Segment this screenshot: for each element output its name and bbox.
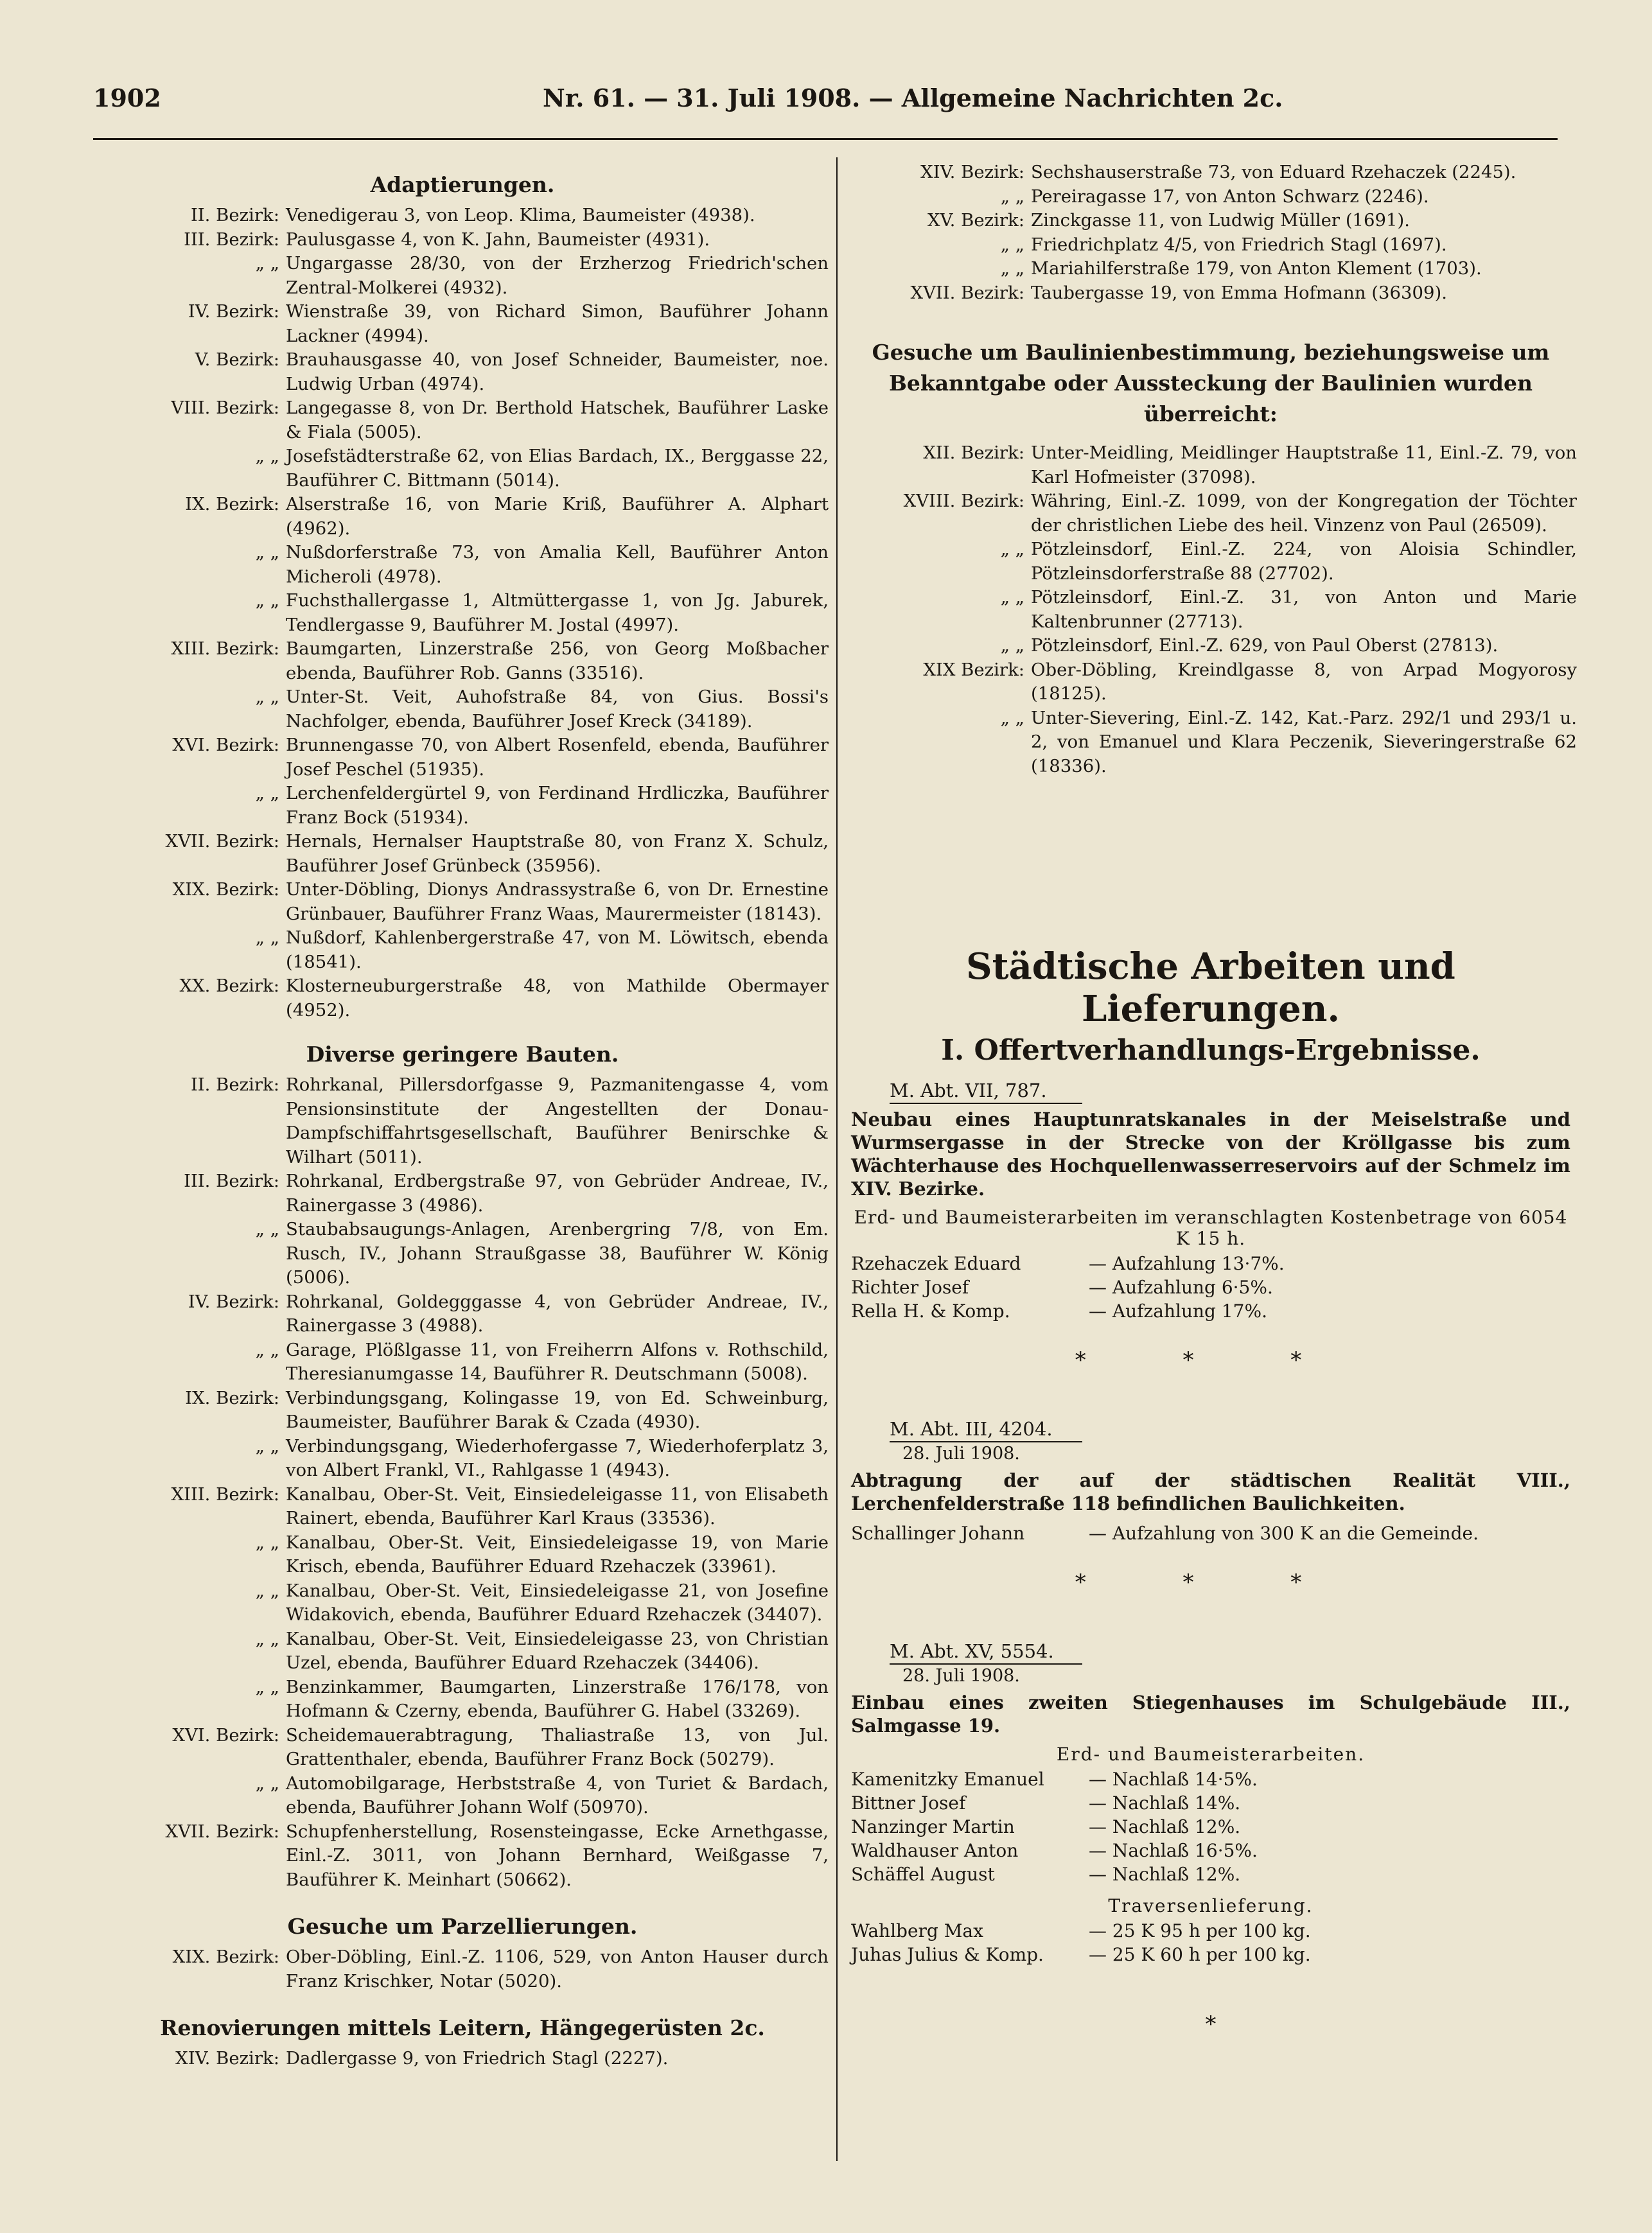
entry-text: Kanalbau, Ober-St. Veit, Einsiedeleigasse 23, von Christian Uzel, ebenda, Bauführer Eduard Rzehaczek (34406). (286, 1628, 829, 1673)
list-item (96, 733, 829, 782)
bid-value: — Nachlaß 14·5%. (1089, 1769, 1258, 1790)
entry-text: Zinckgasse 11, von Ludwig Müller (1691). (1031, 210, 1410, 231)
entry-text: Langegasse 8, von Dr. Berthold Hatschek, Bauführer Laske & Fiala (5005). (286, 398, 829, 442)
bid-list (851, 1919, 1577, 1966)
district-label: II. Bezirk: (190, 205, 279, 225)
district-label: „ „ (255, 590, 279, 611)
entry-text: Ungargasse 28/30, von der Erzherzog Friedrich'schen Zentral-Molkerei (4932). (286, 253, 829, 298)
bid-row (851, 1791, 1577, 1815)
bid-value: — Nachlaß 12%. (1089, 1864, 1241, 1885)
bid-list (851, 1521, 1577, 1545)
block-title: Neubau eines Hauptunratskanales in der Meiselstraße und Wurmsergasse in der Strecke von der Kröllgasse bis zum Wächterhause des Hochquellenwasserreservoirs auf der Schmelz im XIV. Bezirke. (851, 1108, 1570, 1200)
list-item (96, 782, 829, 830)
list-item (96, 396, 829, 444)
district-label: VIII. Bezirk: (171, 398, 279, 418)
district-label: IV. Bezirk: (188, 1291, 279, 1312)
district-label: „ „ (255, 783, 279, 803)
district-label: XIX. Bezirk: (172, 879, 279, 900)
list-item (96, 1772, 829, 1820)
diverse-list (96, 1073, 829, 1892)
district-label: „ „ (1000, 186, 1024, 207)
parzellierungen-list (96, 1945, 829, 1993)
list-item (96, 1820, 829, 1893)
section-heading-adaptierungen: Adaptierungen. (370, 172, 555, 197)
list-item (845, 489, 1577, 538)
entry-text: Klosterneuburgerstraße 48, von Mathilde Obermayer (4952). (286, 976, 829, 1020)
district-label: „ „ (1000, 587, 1024, 608)
district-label: XV. Bezirk: (927, 210, 1024, 231)
bid-row (851, 1275, 1577, 1299)
block-title: Einbau eines zweiten Stiegenhauses im Schulgebäude III., Salmgasse 19. (851, 1692, 1570, 1737)
district-label: XVI. Bezirk: (172, 735, 279, 755)
entry-text: Josefstädterstraße 62, von Elias Bardach, IX., Berggasse 22, Bauführer C. Bittmann (5014). (286, 446, 829, 491)
list-item (96, 1387, 829, 1435)
district-label: IX. Bezirk: (185, 1387, 279, 1408)
bid-list (851, 1767, 1577, 1886)
entry-text: Kanalbau, Ober-St. Veit, Einsiedeleigasse 11, von Elisabeth Rainert, ebenda, Bauführer Karl Kraus (33536). (286, 1484, 829, 1528)
block-subtitle: Erd- und Baumeisterarbeiten im veranschlagten Kostenbetrage von 6054 K 15 h. (854, 1207, 1568, 1249)
district-label: XIX Bezirk: (923, 659, 1024, 680)
entry-text: Scheidemauerabtragung, Thaliastraße 13, von Jul. Grattenthaler, ebenda, Bauführer Franz Bock (50279). (286, 1724, 829, 1769)
block-subtitle: Erd- und Baumeisterarbeiten. (1056, 1744, 1366, 1765)
entry-text: Venedigerau 3, von Leop. Klima, Baumeister (4938). (286, 205, 755, 225)
separator-stars: * * * (1075, 1347, 1347, 1373)
bid-row (851, 1839, 1577, 1862)
entry-text: Mariahilferstraße 179, von Anton Klement (1703). (1031, 258, 1482, 279)
entry-text: Schupfenherstellung, Rosensteingasse, Ecke Arnethgasse, Einl.-Z. 3011, von Johann Bernhard, Weißgasse 7, Bauführer K. Meinhart (50662). (286, 1821, 829, 1890)
district-label: XVII. Bezirk: (910, 282, 1024, 303)
block-date: 28. Juli 1908. (902, 1666, 1020, 1686)
list-item (96, 252, 829, 300)
district-label: XIV. Bezirk: (175, 2048, 279, 2069)
list-item (845, 281, 1577, 306)
list-item (845, 586, 1577, 634)
bid-value: — 25 K 60 h per 100 kg. (1089, 1944, 1311, 1965)
entry-text: Staubabsaugungs-Anlagen, Arenbergring 7/8, von Em. Rusch, IV., Johann Straußgasse 38, Bauführer W. König (5006). (286, 1219, 829, 1288)
bidder-name: Kamenitzky Emanuel (851, 1769, 1044, 1790)
list-item (96, 1945, 829, 1993)
district-label: XVIII. Bezirk: (903, 491, 1024, 511)
adaptierungen-list (96, 204, 829, 1022)
subheading-offertverhandlungen: I. Offertverhandlungs-Ergebnisse. (941, 1034, 1481, 1067)
list-item (845, 441, 1577, 489)
entry-text: Garage, Plößlgasse 11, von Freiherrn Alfons v. Rothschild, Theresianumgasse 14, Bauführer R. Deutschmann (5008). (286, 1339, 829, 1384)
district-label: „ „ (255, 1219, 279, 1239)
running-title: Nr. 61. — 31. Juli 1908. — Allgemeine Nachrichten 2c. (543, 83, 1283, 112)
entry-text: Lerchenfeldergürtel 9, von Ferdinand Hrdliczka, Bauführer Franz Bock (51934). (286, 783, 829, 828)
bid-row (851, 1943, 1577, 1966)
list-item (96, 1218, 829, 1290)
entry-text: Unter-Sievering, Einl.-Z. 142, Kat.-Parz. 292/1 und 293/1 u. 2, von Emanuel und Klara Peczenik, Sieveringerstraße 62 (18336). (1031, 707, 1577, 776)
bid-row (851, 1919, 1577, 1943)
list-item (96, 1338, 829, 1387)
district-label: „ „ (1000, 539, 1024, 559)
district-label: XIII. Bezirk: (171, 1484, 279, 1505)
entry-text: Pötzleinsdorf, Einl.-Z. 224, von Aloisia Schindler, Pötzleinsdorferstraße 88 (27702). (1031, 539, 1577, 584)
list-item (845, 538, 1577, 586)
heading-staedtische-arbeiten: Städtische Arbeiten und Lieferungen. (966, 945, 1455, 1030)
list-item (845, 209, 1577, 233)
district-label: „ „ (255, 446, 279, 466)
district-label: II. Bezirk: (190, 1074, 279, 1095)
district-label: XVII. Bezirk: (165, 831, 279, 852)
district-label: „ „ (255, 1773, 279, 1794)
list-item (96, 1579, 829, 1627)
list-item (845, 634, 1577, 658)
bid-value: — Aufzahlung 6·5%. (1089, 1277, 1273, 1298)
bid-row (851, 1299, 1577, 1323)
bid-row (851, 1767, 1577, 1791)
list-item (96, 589, 829, 637)
bid-row (851, 1252, 1577, 1275)
block-title: Abtragung der auf der städtischen Realität VIII., Lerchenfelderstraße 118 befindlichen Baulichkeiten. (851, 1469, 1570, 1514)
bid-row (851, 1862, 1577, 1886)
block-ref: M. Abt. VII, 787. (890, 1080, 1082, 1104)
entry-text: Brunnengasse 70, von Albert Rosenfeld, ebenda, Bauführer Josef Peschel (51935). (286, 735, 829, 780)
bidder-name: Richter Josef (851, 1277, 969, 1298)
right-column (845, 161, 1577, 2037)
bidder-name: Schäffel August (851, 1864, 995, 1885)
entry-text: Nußdorf, Kahlenbergerstraße 47, von M. Löwitsch, ebenda (18541). (286, 927, 829, 972)
list-item (96, 1531, 829, 1579)
list-item (96, 348, 829, 396)
district-label: „ „ (255, 1435, 279, 1457)
list-item (845, 706, 1577, 779)
entry-text: Rohrkanal, Erdbergstraße 97, von Gebrüder Andreae, IV., Rainergasse 3 (4986). (286, 1171, 829, 1216)
block-ref: M. Abt. XV, 5554. (890, 1640, 1082, 1665)
list-item (845, 658, 1577, 706)
block-abt-vii (845, 1080, 1577, 1323)
district-label: XVII. Bezirk: (165, 1821, 279, 1842)
list-item (96, 493, 829, 541)
entry-text: Verbindungsgang, Kolingasse 19, von Ed. Schweinburg, Baumeister, Bauführer Barak & Czada (4930). (286, 1387, 829, 1432)
list-item (96, 541, 829, 589)
district-label: XX. Bezirk: (179, 976, 279, 996)
district-label: XIX. Bezirk: (172, 1947, 279, 1967)
entry-text: Taubergasse 19, von Emma Hofmann (36309). (1031, 282, 1447, 303)
district-label: „ „ (255, 1339, 279, 1360)
district-label: V. Bezirk: (195, 349, 279, 370)
entry-text: Kanalbau, Ober-St. Veit, Einsiedeleigasse 19, von Marie Krisch, ebenda, Bauführer Eduard Rzehaczek (33961). (286, 1532, 829, 1577)
list-item (845, 161, 1577, 185)
district-label: „ „ (1000, 707, 1024, 728)
bidder-name: Rzehaczek Eduard (851, 1253, 1021, 1274)
district-label: III. Bezirk: (184, 229, 279, 250)
district-label: „ „ (255, 1580, 279, 1601)
bidder-name: Waldhauser Anton (851, 1840, 1019, 1861)
list-item (96, 830, 829, 878)
bid-value: — Nachlaß 14%. (1089, 1792, 1241, 1814)
list-item (96, 878, 829, 926)
bid-row (851, 1815, 1577, 1839)
entry-text: Rohrkanal, Pillersdorfgasse 9, Pazmanitengasse 4, vom Pensionsinstitute der Angestellten der Donau-Dampfschiffahrtsgesellschaft, Bauführer Benirschke & Wilhart (5011). (286, 1074, 829, 1168)
entry-text: Unter-Meidling, Meidlinger Hauptstraße 11, Einl.-Z. 79, von Karl Hofmeister (37098). (1031, 442, 1577, 487)
bid-value: — Nachlaß 16·5%. (1089, 1840, 1258, 1861)
block-date: 28. Juli 1908. (902, 1444, 1020, 1464)
district-label: XII. Bezirk: (923, 442, 1024, 463)
entry-text: Pötzleinsdorf, Einl.-Z. 629, von Paul Oberst (27813). (1031, 635, 1498, 656)
baulinien-list (845, 441, 1577, 778)
entry-text: Wienstraße 39, von Richard Simon, Bauführer Johann Lackner (4994). (286, 301, 829, 346)
entry-text: Automobilgarage, Herbststraße 4, von Turiet & Bardach, ebenda, Bauführer Johann Wolf (50970). (286, 1773, 829, 1817)
entry-text: Verbindungsgang, Wiederhofergasse 7, Wiederhoferplatz 3, von Albert Frankl, VI., Rahlgasse 1 (4943). (286, 1435, 829, 1480)
district-label: „ „ (255, 1628, 279, 1649)
entry-text: Hernals, Hernalser Hauptstraße 80, von Franz X. Schulz, Bauführer Josef Grünbeck (35956). (286, 831, 829, 876)
list-item (96, 1724, 829, 1772)
list-item (96, 974, 829, 1022)
list-item (96, 1483, 829, 1531)
entry-text: Friedrichplatz 4/5, von Friedrich Stagl (1697). (1031, 234, 1447, 255)
block-abt-xv (845, 1640, 1577, 1966)
section-heading-baulinien: Gesuche um Baulinienbestimmung, beziehungsweise um Bekanntgabe oder Aussteckung der Baulinien wurden überreicht: (872, 340, 1550, 426)
bidder-name: Juhas Julius & Komp. (851, 1944, 1044, 1965)
district-label: XIV. Bezirk: (920, 162, 1024, 182)
district-label: „ „ (255, 1532, 279, 1553)
list-item (96, 926, 829, 974)
entry-text: Kanalbau, Ober-St. Veit, Einsiedeleigasse 21, von Josefine Widakovich, ebenda, Bauführer Eduard Rzehaczek (34407). (286, 1580, 829, 1625)
continued-list (845, 161, 1577, 305)
entry-text: Ober-Döbling, Einl.-Z. 1106, 529, von Anton Hauser durch Franz Krischker, Notar (5020). (286, 1947, 829, 1992)
district-label: „ „ (1000, 234, 1024, 255)
list-item (96, 1435, 829, 1483)
list-item (96, 1627, 829, 1676)
list-item (845, 185, 1577, 209)
district-label: „ „ (1000, 635, 1024, 656)
entry-text: Fuchsthallergasse 1, Altmüttergasse 1, von Jg. Jaburek, Tendlergasse 9, Bauführer M. Jostal (4997). (286, 590, 829, 635)
section-heading-parzellierungen: Gesuche um Parzellierungen. (287, 1914, 638, 1939)
entry-text: Pereiragasse 17, von Anton Schwarz (2246). (1031, 186, 1429, 207)
bidder-name: Nanzinger Martin (851, 1816, 1015, 1837)
bid-value: — Aufzahlung 17%. (1089, 1300, 1267, 1322)
bid-value: — Nachlaß 12%. (1089, 1816, 1241, 1837)
page-header (93, 83, 1558, 135)
list-item (96, 685, 829, 733)
entry-text: Alserstraße 16, von Marie Kriß, Bauführer A. Alphart (4962). (286, 494, 829, 539)
separator-star: * (1205, 2011, 1217, 2037)
block-abt-iii (845, 1418, 1577, 1545)
bidder-name: Bittner Josef (851, 1792, 966, 1814)
entry-text: Währing, Einl.-Z. 1099, von der Kongregation der Töchter der christlichen Liebe des heil. Vinzenz von Paul (26509). (1031, 491, 1577, 536)
separator-stars: * * * (1075, 1570, 1347, 1595)
list-item (96, 300, 829, 348)
district-label: „ „ (1000, 258, 1024, 279)
entry-text: Dadlergasse 9, von Friedrich Stagl (2227). (286, 2048, 669, 2069)
section-heading-diverse: Diverse geringere Bauten. (306, 1042, 619, 1067)
list-item (96, 2047, 829, 2071)
district-label: „ „ (255, 927, 279, 948)
list-item (96, 228, 829, 252)
district-label: IV. Bezirk: (188, 301, 279, 322)
list-item (845, 233, 1577, 258)
district-label: „ „ (255, 542, 279, 563)
entry-text: Benzinkammer, Baumgarten, Linzerstraße 176/178, von Hofmann & Czerny, ebenda, Bauführer G. Habel (33269). (286, 1676, 829, 1721)
left-column (96, 161, 829, 2071)
district-label: „ „ (255, 253, 279, 274)
list-item (96, 1676, 829, 1724)
bid-value: — 25 K 95 h per 100 kg. (1089, 1920, 1311, 1941)
entry-text: Baumgarten, Linzerstraße 256, von Georg Moßbacher ebenda, Bauführer Rob. Ganns (33516). (286, 638, 829, 683)
entry-text: Rohrkanal, Goldegggasse 4, von Gebrüder Andreae, IV., Rainergasse 3 (4988). (286, 1291, 829, 1336)
district-label: „ „ (255, 1676, 279, 1697)
list-item (96, 204, 829, 228)
bidder-name: Wahlberg Max (851, 1920, 983, 1941)
list-item (96, 1290, 829, 1338)
bid-value: — Aufzahlung 13·7%. (1089, 1253, 1285, 1274)
bid-list (851, 1252, 1577, 1323)
block-ref: M. Abt. III, 4204. (890, 1418, 1082, 1442)
entry-text: Sechshauserstraße 73, von Eduard Rzehaczek (2245). (1031, 162, 1516, 182)
district-label: „ „ (255, 687, 279, 707)
district-label: XVI. Bezirk: (172, 1724, 279, 1746)
list-item (845, 257, 1577, 281)
list-item (96, 637, 829, 685)
list-item (96, 1073, 829, 1169)
district-label: XIII. Bezirk: (171, 638, 279, 659)
district-label: IX. Bezirk: (185, 494, 279, 514)
bidder-name: Rella H. & Komp. (851, 1300, 1010, 1322)
column-divider (836, 157, 838, 2161)
bid-row (851, 1521, 1577, 1545)
entry-text: Pötzleinsdorf, Einl.-Z. 31, von Anton und Marie Kaltenbrunner (27713). (1031, 587, 1577, 632)
district-label: III. Bezirk: (184, 1171, 279, 1191)
entry-text: Nußdorferstraße 73, von Amalia Kell, Bauführer Anton Micheroli (4978). (286, 542, 829, 587)
entry-text: Ober-Döbling, Kreindlgasse 8, von Arpad Mogyorosy (18125). (1031, 659, 1577, 704)
list-item (96, 444, 829, 493)
list-item (96, 1169, 829, 1218)
entry-text: Brauhausgasse 40, von Josef Schneider, Baumeister, noe. Ludwig Urban (4974). (286, 349, 829, 394)
block-subtitle: Traversenlieferung. (1108, 1895, 1314, 1916)
bid-value: — Aufzahlung von 300 K an die Gemeinde. (1089, 1523, 1479, 1544)
section-heading-renovierungen: Renovierungen mittels Leitern, Hängegerüsten 2c. (160, 2015, 765, 2040)
header-rule (93, 138, 1558, 140)
renovierungen-list (96, 2047, 829, 2071)
page-number: 1902 (93, 83, 161, 112)
entry-text: Paulusgasse 4, von K. Jahn, Baumeister (4931). (286, 229, 710, 250)
entry-text: Unter-Döbling, Dionys Andrassystraße 6, von Dr. Ernestine Grünbauer, Bauführer Franz Waas, Maurermeister (18143). (286, 879, 829, 924)
bidder-name: Schallinger Johann (851, 1523, 1025, 1544)
entry-text: Unter-St. Veit, Auhofstraße 84, von Gius. Bossi's Nachfolger, ebenda, Bauführer Josef Kreck (34189). (286, 687, 829, 731)
